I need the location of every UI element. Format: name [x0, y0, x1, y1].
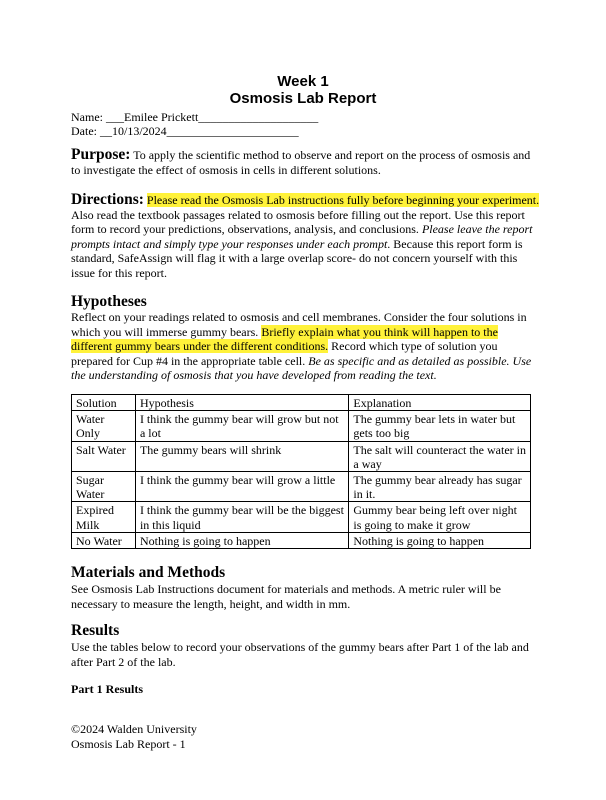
- purpose-section: [71, 148, 541, 177]
- name-line: Name: ___Emilee Prickett____________________: [71, 110, 319, 124]
- table-row: [72, 472, 531, 502]
- cell-explanation[interactable]: The salt will counteract the water in a way: [349, 441, 531, 471]
- directions-text-1: Also read the textbook passages related to osmosis before filling out the report. Use this report form to record your predictions, observations, analysis, and conclusions.: [71, 207, 525, 237]
- table-row: [72, 532, 531, 548]
- header-hypothesis: Hypothesis: [135, 395, 348, 411]
- footer-page-label: Osmosis Lab Report - 1: [71, 737, 186, 751]
- cell-solution: Water Only: [72, 411, 136, 441]
- table-row: [72, 441, 531, 471]
- hypotheses-text-1: Reflect on your readings related to osmosis and cell membranes. Consider the four solutions in which you will immerse gummy bears.: [71, 310, 527, 339]
- directions-heading: Directions:: [71, 191, 144, 208]
- report-title: Osmosis Lab Report: [229, 90, 377, 107]
- cell-solution: Salt Water: [72, 441, 136, 471]
- cell-hypothesis[interactable]: I think the gummy bear will grow a little: [135, 472, 348, 502]
- purpose-heading: Purpose:: [71, 146, 131, 163]
- header-solution: Solution: [72, 395, 136, 411]
- header-explanation: Explanation: [349, 395, 531, 411]
- cell-hypothesis[interactable]: The gummy bears will shrink: [135, 441, 348, 471]
- part1-results-heading: Part 1 Results: [71, 682, 143, 696]
- hypotheses-heading: Hypotheses: [71, 293, 147, 310]
- results-text: Use the tables below to record your observations of the gummy bears after Part 1 of the lab and after Part 2 of the lab.: [71, 640, 529, 669]
- hypotheses-table: [71, 394, 531, 549]
- hypotheses-text: [71, 310, 541, 383]
- cell-explanation[interactable]: Nothing is going to happen: [349, 532, 531, 548]
- cell-solution: No Water: [72, 532, 136, 548]
- materials-heading: Materials and Methods: [71, 564, 226, 581]
- hypotheses-text-2: Record which type of solution you prepared for Cup #4 in the appropriate table cell.: [71, 339, 498, 368]
- cell-hypothesis[interactable]: I think the gummy bear will be the biggest in this liquid: [135, 502, 348, 532]
- results-heading: Results: [71, 622, 120, 639]
- table-header-row: [72, 395, 531, 411]
- directions-highlight: Please read the Osmosis Lab instructions fully before beginning your experiment.: [146, 193, 540, 207]
- table-row: [72, 411, 531, 441]
- materials-text: See Osmosis Lab Instructions document for materials and methods. A metric ruler will be necessary to measure the length, height, and width in mm.: [71, 582, 501, 611]
- footer-copyright: ©2024 Walden University: [71, 722, 197, 736]
- directions-italic: Please leave the report prompts intact and simply type your responses under each prompt: [71, 222, 533, 251]
- cell-hypothesis[interactable]: Nothing is going to happen: [135, 532, 348, 548]
- directions-section: [71, 193, 541, 281]
- date-line: Date: __10/13/2024______________________: [71, 124, 299, 138]
- directions-text-2: . Because this report form is standard, SafeAssign will flag it with a large overlap score- do not concern yourself with this issue for this report.: [71, 236, 523, 280]
- cell-solution: Sugar Water: [72, 472, 136, 502]
- cell-explanation[interactable]: Gummy bear being left over night is going to make it grow: [349, 502, 531, 532]
- cell-hypothesis[interactable]: I think the gummy bear will grow but not a lot: [135, 411, 348, 441]
- week-title: Week 1: [277, 73, 329, 90]
- purpose-text: To apply the scientific method to observe and report on the process of osmosis and to investigate the effect of osmosis in cells in different solutions.: [71, 148, 531, 177]
- cell-explanation[interactable]: The gummy bear lets in water but gets too big: [349, 411, 531, 441]
- hypotheses-italic: Be as specific and as detailed as possible. Use the understanding of osmosis that you have developed from reading the text.: [71, 353, 532, 383]
- table-row: [72, 502, 531, 532]
- cell-explanation[interactable]: The gummy bear already has sugar in it.: [349, 472, 531, 502]
- cell-solution[interactable]: Expired Milk: [72, 502, 136, 532]
- hypotheses-highlight: Briefly explain what you think will happen to the different gummy bears under the different conditions.: [71, 324, 498, 354]
